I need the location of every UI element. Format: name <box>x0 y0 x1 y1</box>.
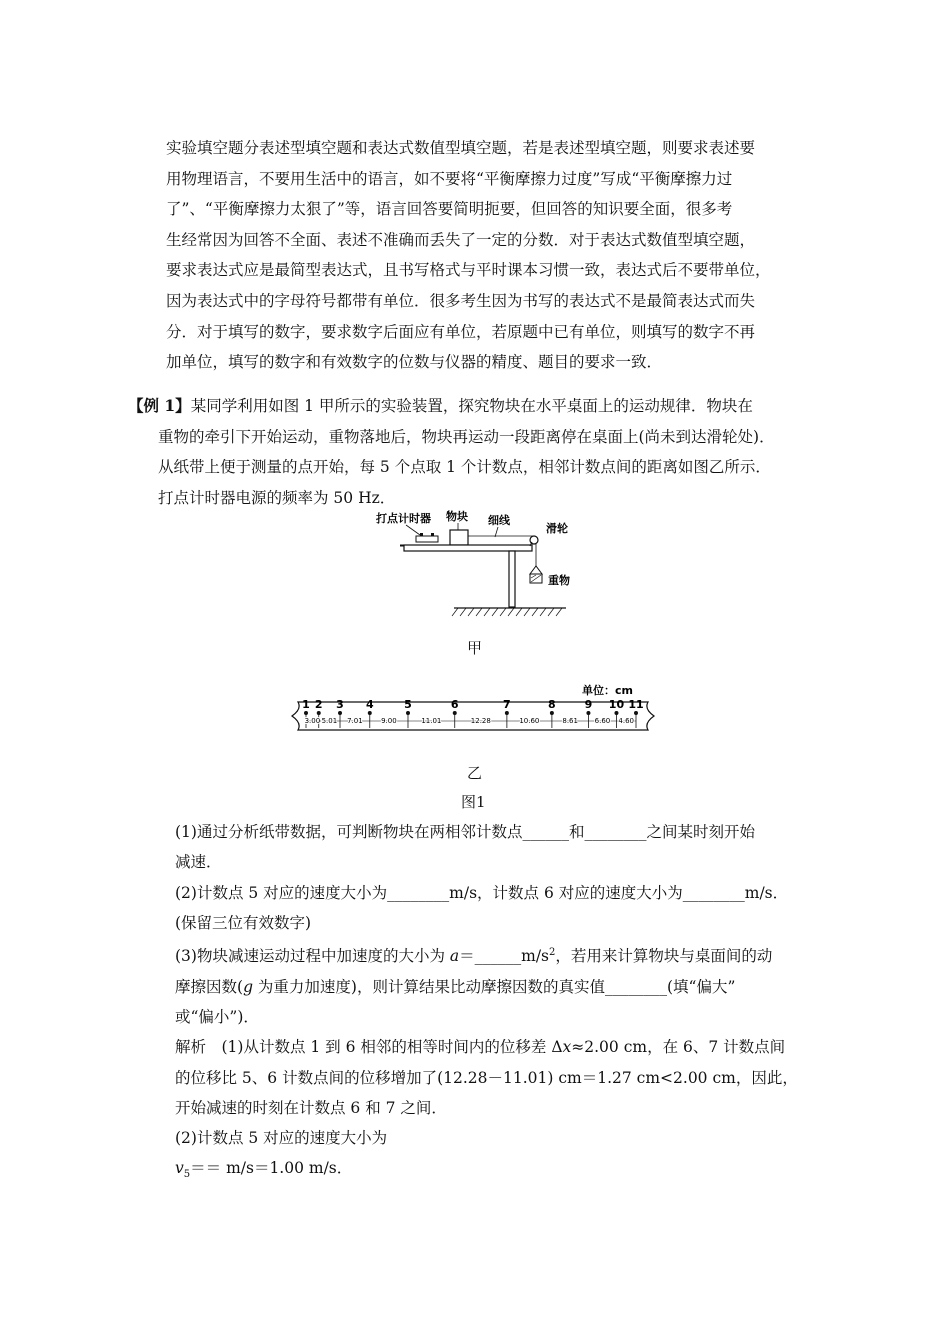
question-1-line: (1)通过分析纸带数据，可判断物块在两相邻计数点______和________之间某时刻开始 <box>175 823 755 841</box>
questions <box>175 817 825 1191</box>
tape-point-label: 4 <box>365 698 374 711</box>
example-line: 某同学利用如图 1 甲所示的实验装置，探究物块在水平桌面上的运动规律．物块在 <box>190 397 753 415</box>
example-line: 从纸带上便于测量的点开始，每 5 个点取 1 个计数点，相邻计数点间的距离如图乙所示． <box>158 458 771 476</box>
apparatus-diagram <box>370 508 590 620</box>
tape-point-label: 8 <box>548 698 556 711</box>
tape-unit: 单位：cm <box>582 684 633 697</box>
example-problem <box>128 391 828 513</box>
question-3-line: 或“偏小”)． <box>175 1007 259 1026</box>
table-leg <box>509 551 515 607</box>
caption-a: 甲 <box>467 639 483 657</box>
example-line: 重物的牵引下开始运动，重物落地后，物块再运动一段距离停在桌面上(尚未到达滑轮处)． <box>158 427 775 446</box>
tape-distance-label: 5.01 <box>321 717 338 725</box>
block <box>450 530 468 545</box>
solution-line: 的位移比 5、6 计数点间的位移增加了(12.28－11.01) cm＝1.27 cm<2.00 cm，因此， <box>175 1068 798 1087</box>
question-2-line: (2)计数点 5 对应的速度大小为________m/s，计数点 6 对应的速度大小为________m/s． <box>175 883 789 902</box>
intro-line: 实验填空题分表述型填空题和表达式数值型填空题，若是表述型填空题，则要求表述要 <box>166 139 756 157</box>
tape-body <box>292 702 654 730</box>
tape-distance-label: 3.00 <box>304 717 321 725</box>
var-g: g <box>243 977 253 996</box>
paper-tape-diagram <box>286 680 666 748</box>
label-weight: 重物 <box>548 574 570 587</box>
label-string: 细线 <box>488 514 510 527</box>
tape-distance-label: 12.28 <box>470 717 491 725</box>
intro-line: 了”、“平衡摩擦力太狠了”等，语言回答要简明扼要，但回答的知识要全面，很多考 <box>166 200 733 219</box>
intro-line: 要求表达式应是最简型表达式，且书写格式与平时课本习惯一致，表达式后不要带单位， <box>166 261 771 280</box>
solution-line: 解析 (1)从计数点 1 到 6 相邻的相等时间内的位移差 Δx≈2.00 cm，在 6、7 计数点间 <box>175 1038 786 1057</box>
var-x: x <box>562 1038 572 1057</box>
tape-point-label: 9 <box>584 698 593 711</box>
weight <box>530 566 542 574</box>
solution-line: (2)计数点 5 对应的速度大小为 <box>175 1129 388 1148</box>
label-block: 物块 <box>446 510 468 523</box>
label-timer: 打点计时器 <box>376 512 431 525</box>
tape-point-label: 10 <box>608 698 625 711</box>
tape-point-label: 7 <box>503 698 511 711</box>
tape-point-label: 1 <box>302 698 310 711</box>
intro-line: 生经常因为回答不全面、表述不准确而丢失了一定的分数．对于表达式数值型填空题， <box>166 230 756 249</box>
caption-b: 乙 <box>467 764 483 782</box>
timer-box <box>416 536 438 542</box>
intro-line: 分．对于填写的数字，要求数字后面应有单位，若原题中已有单位，则填写的数字不再 <box>166 322 756 341</box>
solution-line: $v_5== m/s=1.00$ m/s． <box>175 1159 353 1181</box>
tape-point-label: 11 <box>628 698 644 711</box>
question-1-line: 减速． <box>175 853 222 872</box>
intro-line: 加单位，填写的数字和有效数字的位数与仪器的精度、题目的要求一致． <box>166 353 663 372</box>
tape-distance-label: 10.60 <box>519 717 540 725</box>
example-line: 打点计时器电源的频率为 50 Hz． <box>158 488 396 507</box>
tape-distance-label: 6.60 <box>594 717 611 725</box>
intro-paragraph <box>166 133 826 378</box>
tape-distance-label: 7.01 <box>347 717 363 725</box>
tape-distance-label: 8.61 <box>562 717 578 725</box>
question-3-line: (3)物块减速运动过程中加速度的大小为 $a=\_\_\_\_\_\_m/s^2$，若用来计算物块与桌面间的动 <box>175 947 773 966</box>
tape-distance-label: 4.60 <box>618 717 635 725</box>
tape-point-label: 3 <box>336 698 344 711</box>
var-v: v <box>175 1159 184 1178</box>
tape-distance-label: 9.00 <box>381 717 397 725</box>
question-2-line: (保留三位有效数字) <box>175 913 312 932</box>
tape-point-label: 6 <box>450 698 459 711</box>
intro-line: 用物理语言，不要用生活中的语言，如不要将“平衡摩擦力过度”写成“平衡摩擦力过 <box>166 169 733 188</box>
tape-point-label: 2 <box>314 698 323 711</box>
figure-caption: 图1 <box>461 793 486 811</box>
var-a: a <box>449 947 460 966</box>
table-top <box>404 545 532 551</box>
tape-distance-label: 11.01 <box>421 717 442 725</box>
example-tag: 【例 1】 <box>128 396 191 415</box>
solution-line: 开始减速的时刻在计数点 6 和 7 之间． <box>175 1098 447 1117</box>
label-pulley: 滑轮 <box>546 522 568 535</box>
tape-point-label: 5 <box>404 698 412 711</box>
question-3-line: 摩擦因数(g 为重力加速度)，则计算结果比动摩擦因数的真实值________(填“偏大” <box>175 977 736 996</box>
intro-line: 因为表达式中的字母符号都带有单位．很多考生因为书写的表达式不是最简表达式而失 <box>166 291 756 310</box>
